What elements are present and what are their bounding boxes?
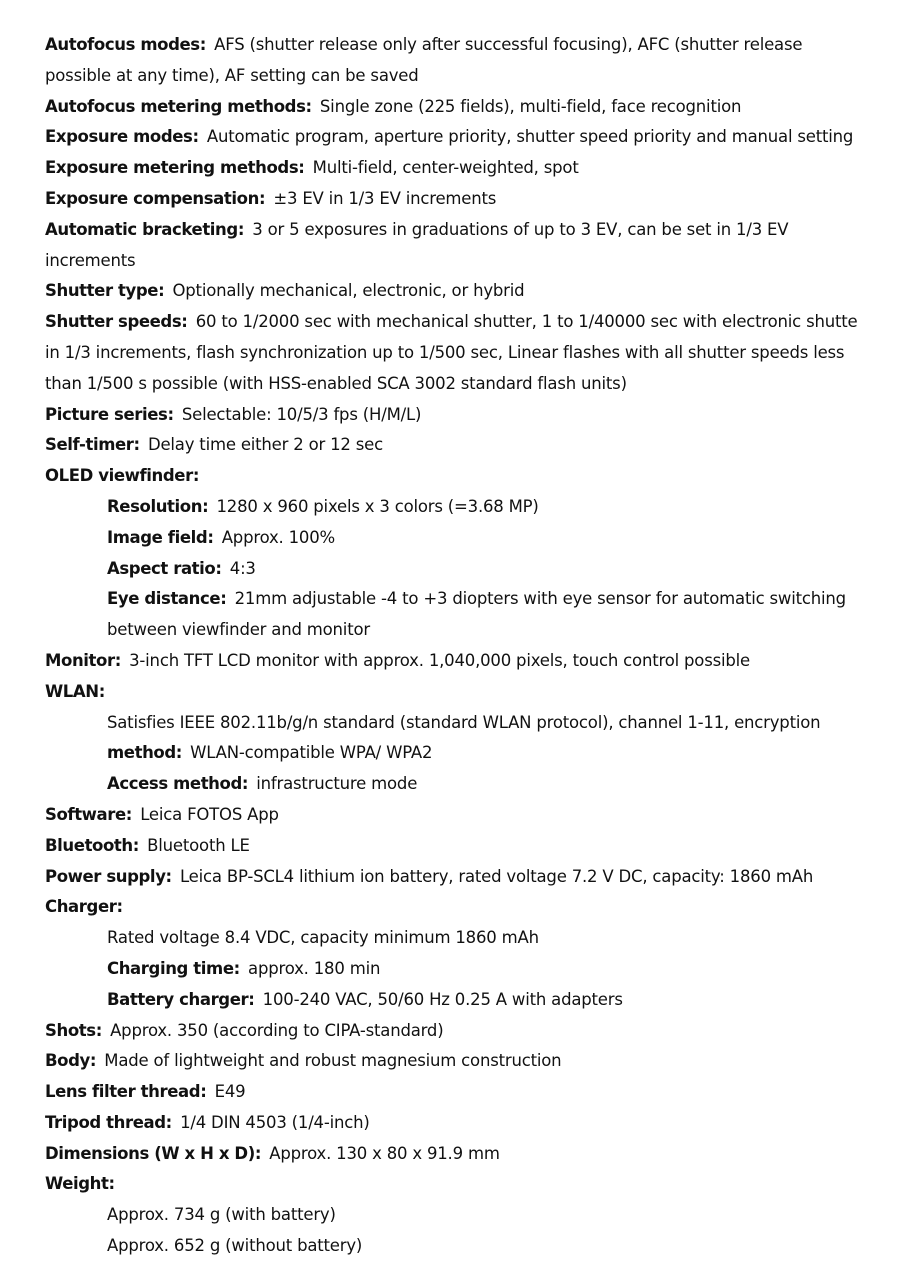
label-colon: :: [298, 158, 305, 178]
spec-label: Self-timer: [45, 435, 134, 455]
label-colon: :: [199, 35, 207, 54]
spec-value: 100-240 VAC, 50/60 Hz 0.25 A with adapters: [262, 989, 623, 1009]
spec-value: AFS (shutter release only after successful focusing), AFC (shutter release: [214, 35, 803, 54]
spec-value: 4:3: [229, 558, 256, 578]
label-colon: :: [237, 219, 245, 239]
spec-label: Exposure modes: [45, 127, 193, 147]
label-colon: :: [114, 650, 122, 670]
spec-label: Autofocus modes: [45, 35, 200, 54]
label-colon: :: [192, 127, 199, 147]
spec-label: Charger: [45, 897, 117, 917]
label-colon: :: [202, 496, 209, 516]
label-colon: :: [241, 774, 249, 794]
spec-value: 1/4 DIN 4503 (1/4-inch): [180, 1112, 370, 1132]
spec-line: [0, 584, 899, 615]
label-colon: :: [181, 312, 188, 332]
spec-line: [0, 831, 899, 862]
spec-line: [0, 184, 899, 215]
spec-label: Power supply: [45, 866, 166, 886]
label-colon: :: [175, 743, 183, 763]
spec-label: OLED viewfinder: [45, 466, 193, 486]
label-colon: :: [305, 96, 312, 116]
spec-line: [0, 1077, 899, 1108]
spec-line: [0, 153, 899, 184]
label-colon: :: [133, 435, 140, 455]
label-colon: :: [125, 804, 133, 824]
spec-value: Approx. 100%: [221, 527, 335, 547]
spec-label: Image field: [107, 527, 208, 547]
spec-line: [0, 1231, 899, 1262]
spec-label: Shots: [45, 1020, 96, 1040]
spec-line: [0, 985, 899, 1016]
label-colon: :: [95, 1020, 103, 1040]
spec-value: 60 to 1/2000 sec with mechanical shutter, 1 to 1/40000 sec with electronic shutte: [195, 312, 858, 332]
spec-value: Approx. 734 g (with battery): [107, 1205, 336, 1225]
label-colon: :: [98, 681, 106, 701]
spec-line: [0, 677, 899, 708]
spec-line: [0, 923, 899, 954]
spec-value: increments: [45, 250, 136, 270]
spec-label: method: [107, 743, 176, 763]
spec-value: Made of lightweight and robust magnesium construction: [104, 1051, 562, 1071]
label-colon: :: [116, 897, 123, 917]
spec-line: [0, 246, 899, 277]
label-colon: :: [233, 958, 241, 978]
spec-value: ±3 EV in 1/3 EV increments: [273, 188, 497, 208]
spec-label: Charging time: [107, 958, 234, 978]
spec-label: Picture series: [45, 404, 168, 424]
label-colon: :: [165, 1112, 173, 1132]
spec-line: [0, 954, 899, 985]
spec-value: Leica FOTOS App: [140, 804, 279, 824]
spec-value: Satisfies IEEE 802.11b/g/n standard (standard WLAN protocol), channel 1-11, encryption: [107, 712, 821, 732]
spec-line: [0, 523, 899, 554]
spec-line: [0, 122, 899, 153]
label-colon: :: [200, 1082, 207, 1102]
spec-label: Weight: [45, 1174, 109, 1194]
spec-line: [0, 400, 899, 431]
spec-line: [0, 892, 899, 923]
label-colon: :: [165, 866, 172, 886]
label-colon: :: [207, 527, 214, 547]
spec-label: Lens filter thread: [45, 1082, 201, 1102]
spec-line: [0, 1169, 899, 1200]
spec-value: 1280 x 960 pixels x 3 colors (=3.68 MP): [216, 496, 539, 516]
spec-line: [0, 92, 899, 123]
spec-value: Bluetooth LE: [147, 835, 250, 855]
spec-line: [0, 800, 899, 831]
spec-label: Shutter speeds: [45, 312, 182, 332]
spec-value: 21mm adjustable -4 to +3 diopters with eye sensor for automatic switching: [234, 589, 846, 609]
spec-value: WLAN-compatible WPA/ WPA2: [190, 743, 433, 763]
spec-label: Monitor: [45, 650, 115, 670]
label-colon: :: [132, 835, 140, 855]
spec-line: [0, 61, 899, 92]
spec-value: Leica BP-SCL4 lithium ion battery, rated voltage 7.2 V DC, capacity: 1860 mAh: [179, 866, 814, 886]
label-colon: :: [89, 1051, 97, 1071]
spec-label: Access method: [107, 774, 242, 794]
spec-value: approx. 180 min: [248, 958, 381, 978]
spec-line: [0, 1016, 899, 1047]
spec-value: E49: [214, 1082, 246, 1102]
spec-value: Rated voltage 8.4 VDC, capacity minimum 1860 mAh: [107, 928, 539, 948]
spec-line: [0, 369, 899, 400]
spec-label: Automatic bracketing: [45, 219, 238, 239]
label-colon: :: [192, 466, 200, 486]
spec-label: Aspect ratio: [107, 558, 216, 578]
label-colon: :: [167, 404, 174, 424]
spec-value: Multi-field, center-weighted, spot: [312, 158, 579, 178]
spec-value: Automatic program, aperture priority, shutter speed priority and manual setting: [206, 127, 854, 147]
spec-line: [0, 461, 899, 492]
spec-value: 3-inch TFT LCD monitor with approx. 1,040,000 pixels, touch control possible: [129, 650, 750, 670]
spec-label: Bluetooth: [45, 835, 133, 855]
spec-line: [0, 1200, 899, 1231]
label-colon: :: [254, 1143, 262, 1163]
spec-label: Eye distance: [107, 589, 221, 609]
spec-label: Battery charger: [107, 989, 249, 1009]
spec-value: Delay time either 2 or 12 sec: [147, 435, 383, 455]
spec-line: [0, 1108, 899, 1139]
spec-line: [0, 862, 899, 893]
spec-label: Shutter type: [45, 281, 159, 301]
spec-value: Approx. 130 x 80 x 91.9 mm: [269, 1143, 500, 1163]
spec-line: [0, 307, 899, 338]
label-colon: :: [158, 281, 165, 301]
spec-line: [0, 554, 899, 585]
spec-sheet: [0, 30, 899, 1262]
spec-line: [0, 30, 899, 61]
spec-value: in 1/3 increments, flash synchronization up to 1/500 sec, Linear flashes with all shutter speeds less: [45, 342, 845, 362]
spec-label: Dimensions (W x H x D): [45, 1143, 255, 1163]
spec-line: [0, 276, 899, 307]
spec-label: Tripod thread: [45, 1112, 166, 1132]
spec-value: Single zone (225 fields), multi-field, face recognition: [319, 96, 742, 116]
label-colon: :: [215, 558, 222, 578]
spec-line: [0, 769, 899, 800]
spec-value: possible at any time), AF setting can be saved: [45, 65, 419, 85]
label-colon: :: [248, 989, 255, 1009]
spec-label: Body: [45, 1051, 90, 1071]
spec-value: Approx. 350 (according to CIPA-standard): [110, 1020, 444, 1040]
spec-line: [0, 738, 899, 769]
label-colon: :: [108, 1174, 115, 1194]
spec-value: between viewfinder and monitor: [107, 620, 370, 640]
spec-value: infrastructure mode: [256, 774, 418, 794]
spec-line: [0, 1046, 899, 1077]
spec-value: Selectable: 10/5/3 fps (H/M/L): [181, 404, 422, 424]
spec-label: Exposure metering methods: [45, 158, 299, 178]
spec-line: [0, 492, 899, 523]
spec-line: [0, 646, 899, 677]
spec-line: [0, 1139, 899, 1170]
spec-label: WLAN: [45, 681, 99, 701]
spec-line: [0, 430, 899, 461]
spec-line: [0, 615, 899, 646]
spec-label: Exposure compensation: [45, 188, 259, 208]
spec-line: [0, 708, 899, 739]
spec-value: Approx. 652 g (without battery): [107, 1236, 363, 1256]
spec-label: Software: [45, 804, 126, 824]
label-colon: :: [258, 188, 266, 208]
spec-value: Optionally mechanical, electronic, or hybrid: [172, 281, 525, 301]
spec-value: 3 or 5 exposures in graduations of up to 3 EV, can be set in 1/3 EV: [252, 219, 789, 239]
spec-label: Autofocus metering methods: [45, 96, 306, 116]
spec-line: [0, 338, 899, 369]
spec-line: [0, 215, 899, 246]
spec-value: than 1/500 s possible (with HSS-enabled SCA 3002 standard flash units): [45, 373, 627, 393]
spec-label: Resolution: [107, 496, 203, 516]
label-colon: :: [220, 589, 227, 609]
